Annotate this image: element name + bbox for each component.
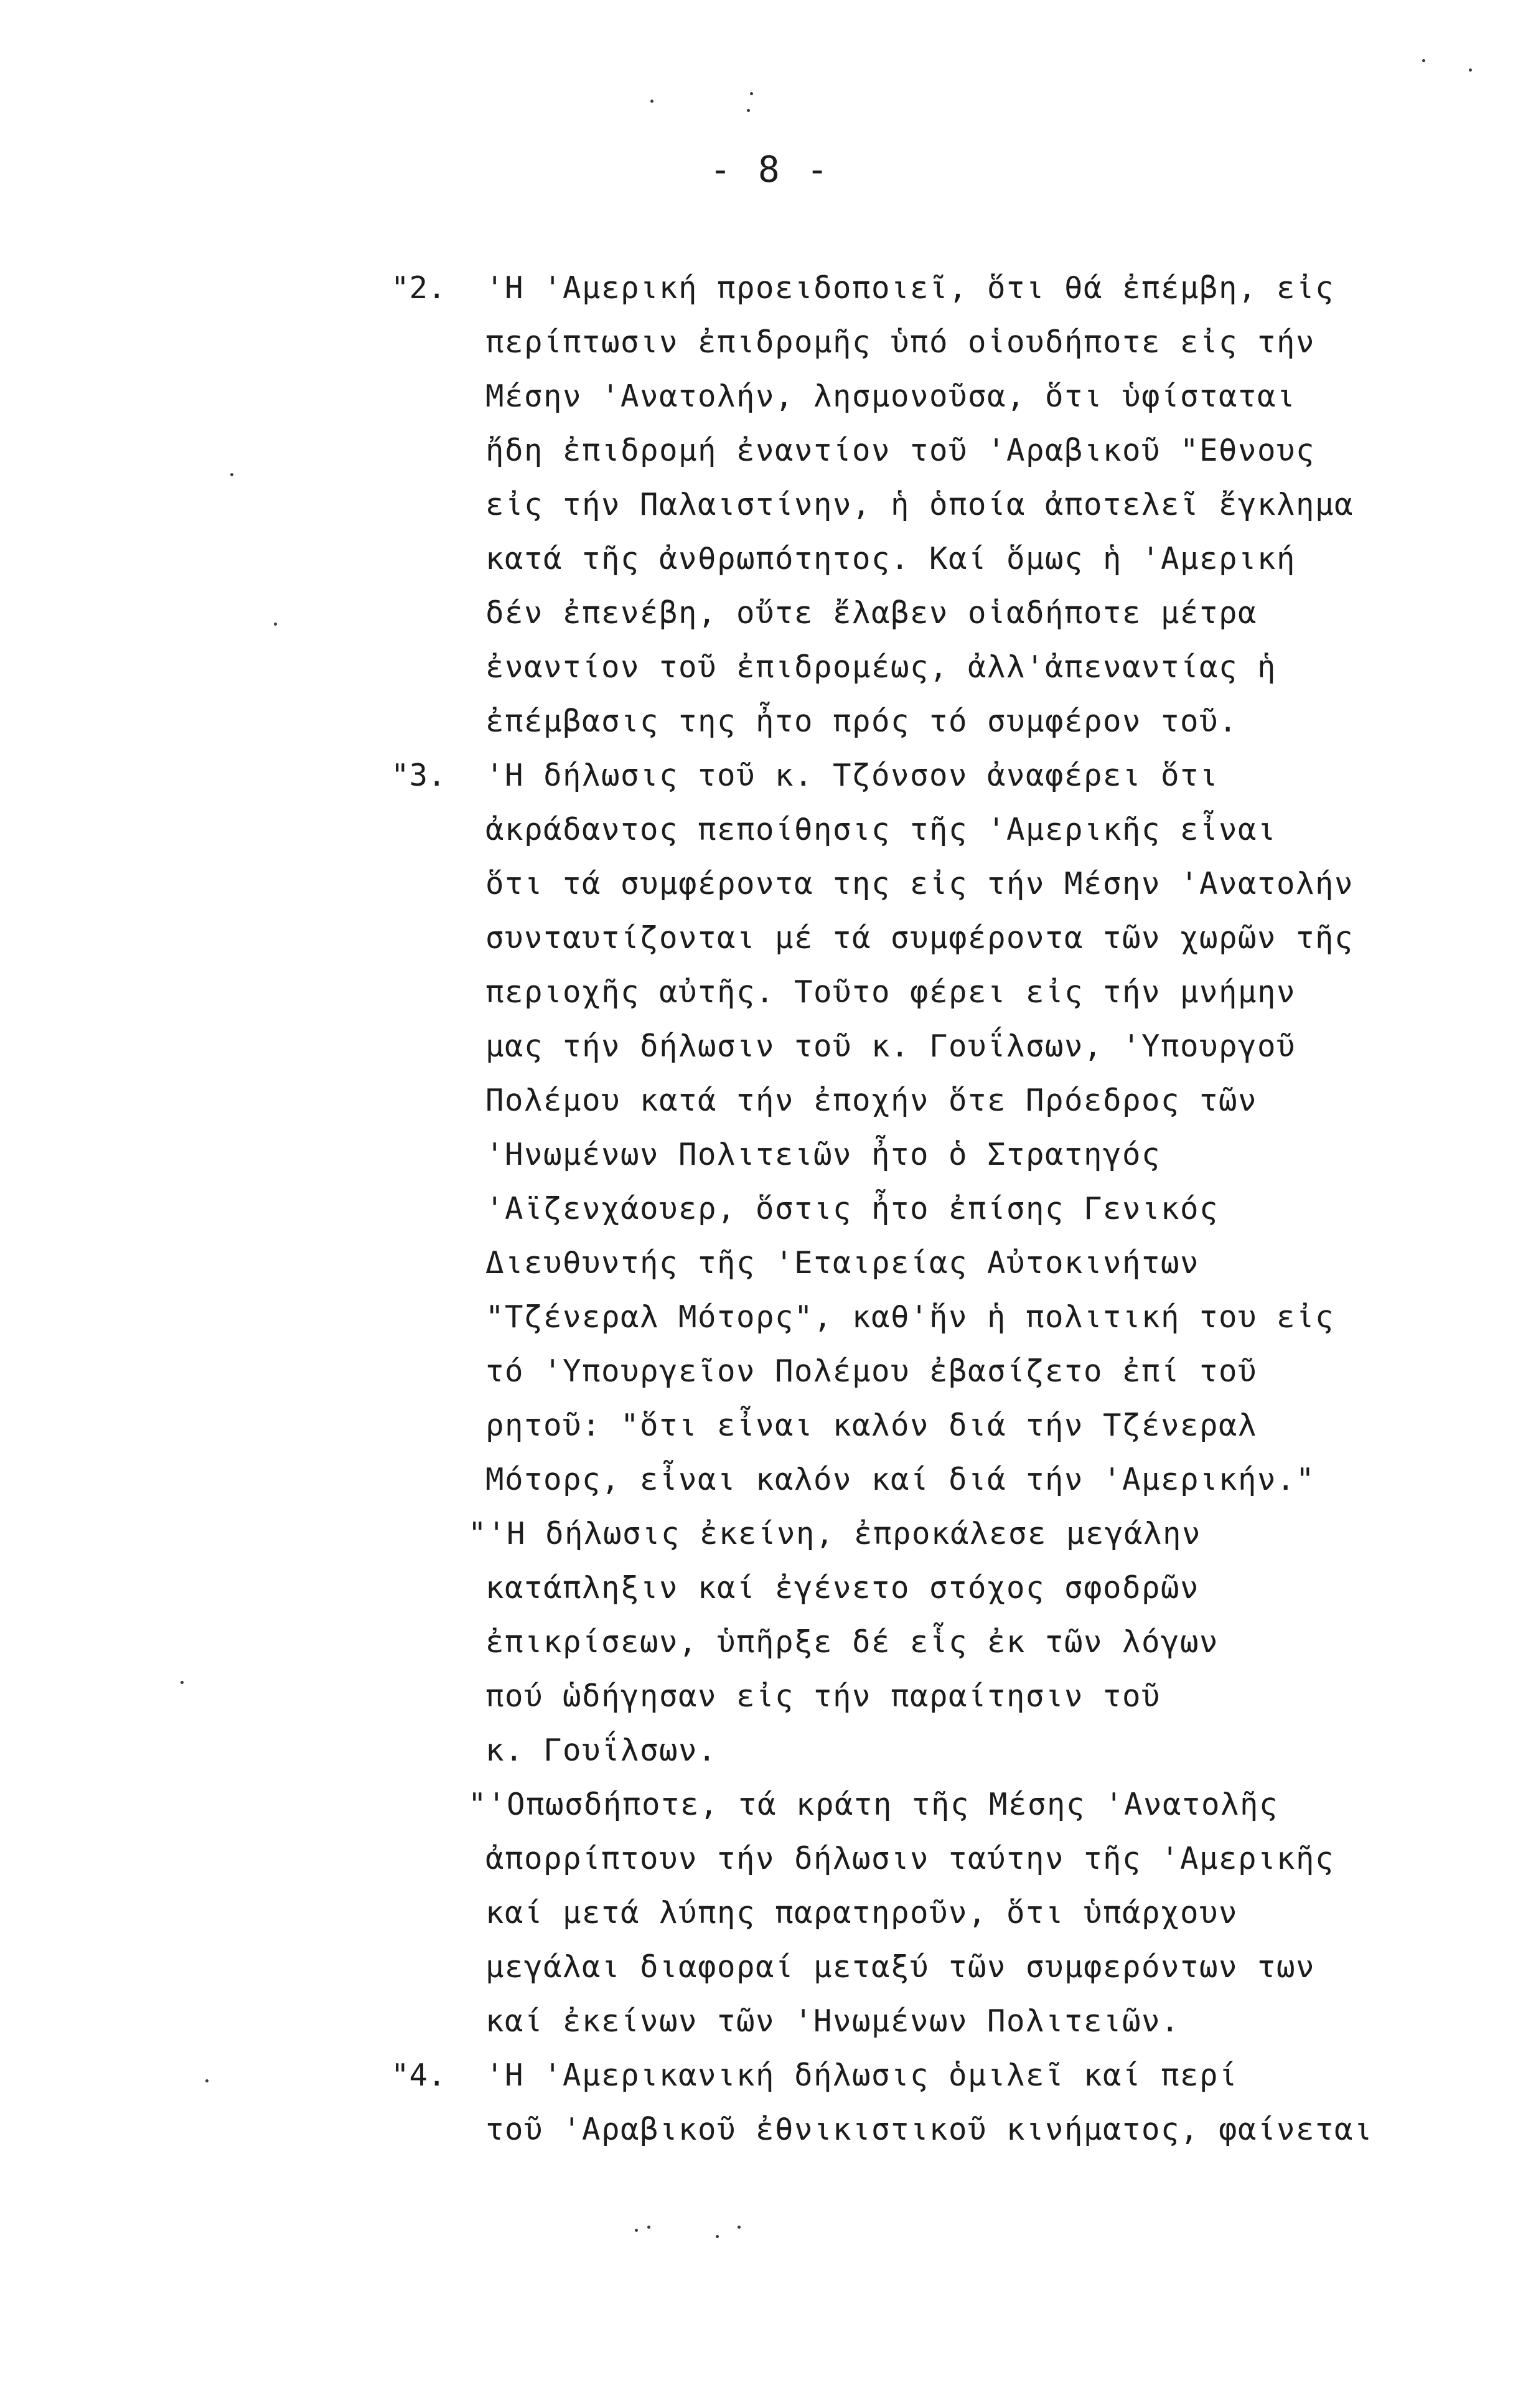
item-number-2: "2. [391,270,446,306]
text-line: μεγάλαι διαφοραί μεταξύ τῶν συμφερόντων των [485,1949,1316,1985]
text-line: τοῦ 'Αραβικοῦ ἐθνικιστικοῦ κινήματος, φαίνεται [485,2112,1374,2147]
text-line: εἰς τήν Παλαιστίνην, ἡ ὁποία ἀποτελεῖ ἔγκλημα [485,487,1354,522]
text-line: "'Η δήλωσις ἐκείνη, ἐπροκάλεσε μεγάλην [468,1516,1202,1551]
text-line: 'Η 'Αμερική προειδοποιεῖ, ὅτι θά ἐπέμβη, εἰς [485,270,1335,306]
item-number-4: "4. [391,2058,446,2093]
text-line: κατά τῆς ἀνθρωπότητος. Καί ὅμως ἡ 'Αμερική [485,541,1296,576]
text-line: ἐναντίον τοῦ ἐπιδρομέως, ἀλλ'ἀπεναντίας ἡ [485,649,1277,685]
text-line: καί ἐκείνων τῶν 'Ηνωμένων Πολιτειῶν. [485,2003,1181,2039]
text-line: "Τζένεραλ Μότορς", καθ'ἥν ἡ πολιτική του εἰς [485,1299,1335,1335]
text-line: ἀκράδαντος πεποίθησις τῆς 'Αμερικῆς εἶναι [485,812,1277,847]
text-line: ἐπέμβασις της ἦτο πρός τό συμφέρον τοῦ. [485,703,1239,739]
text-line: ὅτι τά συμφέροντα της εἰς τήν Μέσην 'Ανατολήν [485,866,1354,901]
text-line: 'Ηνωμένων Πολιτειῶν ἦτο ὁ Στρατηγός [485,1137,1161,1172]
text-line: πού ὡδήγησαν εἰς τήν παραίτησιν τοῦ [485,1678,1161,1714]
text-line: ἀπορρίπτουν τήν δήλωσιν ταύτην τῆς 'Αμερικῆς [485,1841,1335,1876]
item-number-3: "3. [391,758,446,793]
text-line: μας τήν δήλωσιν τοῦ κ. Γουΐλσων, 'Υπουργοῦ [485,1028,1296,1064]
text-line: καί μετά λύπης παρατηροῦν, ὅτι ὑπάρχουν [485,1895,1239,1931]
text-line: Μότορς, εἶναι καλόν καί διά τήν 'Αμερικήν." [485,1462,1316,1497]
text-line: κ. Γουΐλσων. [485,1733,718,1768]
text-line: συνταυτίζονται μέ τά συμφέροντα τῶν χωρῶν τῆς [485,920,1354,956]
text-line: ἤδη ἐπιδρομή ἐναντίον τοῦ 'Αραβικοῦ "Εθνους [485,433,1316,468]
text-line: δέν ἐπενέβη, οὔτε ἔλαβεν οἱαδήποτε μέτρα [485,595,1258,631]
text-line: Πολέμου κατά τήν ἐποχήν ὅτε Πρόεδρος τῶν [485,1083,1258,1118]
text-line: κατάπληξιν καί ἐγένετο στόχος σφοδρῶν [485,1570,1200,1606]
text-line: ρητοῦ: "ὅτι εἶναι καλόν διά τήν Τζένεραλ [485,1408,1258,1443]
text-line: τό 'Υπουργεῖον Πολέμου ἐβασίζετο ἐπί τοῦ [485,1353,1258,1389]
text-line: περίπτωσιν ἐπιδρομῆς ὑπό οἱουδήποτε εἰς τήν [485,324,1316,360]
text-line: Διευθυντής τῆς 'Εταιρείας Αὐτοκινήτων [485,1245,1200,1281]
text-line: 'Αϊζενχάουερ, ὅστις ἦτο ἐπίσης Γενικός [485,1191,1219,1226]
text-line: Μέσην 'Ανατολήν, λησμονοῦσα, ὅτι ὑφίσταται [485,379,1296,414]
text-line: περιοχῆς αὐτῆς. Τοῦτο φέρει εἰς τήν μνήμην [485,974,1296,1010]
text-line: "'Οπωσδήποτε, τά κράτη τῆς Μέσης 'Ανατολῆς [468,1787,1279,1822]
text-line: ἐπικρίσεων, ὑπῆρξε δέ εἷς ἐκ τῶν λόγων [485,1624,1219,1660]
page-number: - 8 - [710,148,831,190]
text-line: 'Η 'Αμερικανική δήλωσις ὁμιλεῖ καί περί [485,2058,1239,2093]
text-line: 'Η δήλωσις τοῦ κ. Τζόνσον ἀναφέρει ὅτι [485,758,1219,793]
